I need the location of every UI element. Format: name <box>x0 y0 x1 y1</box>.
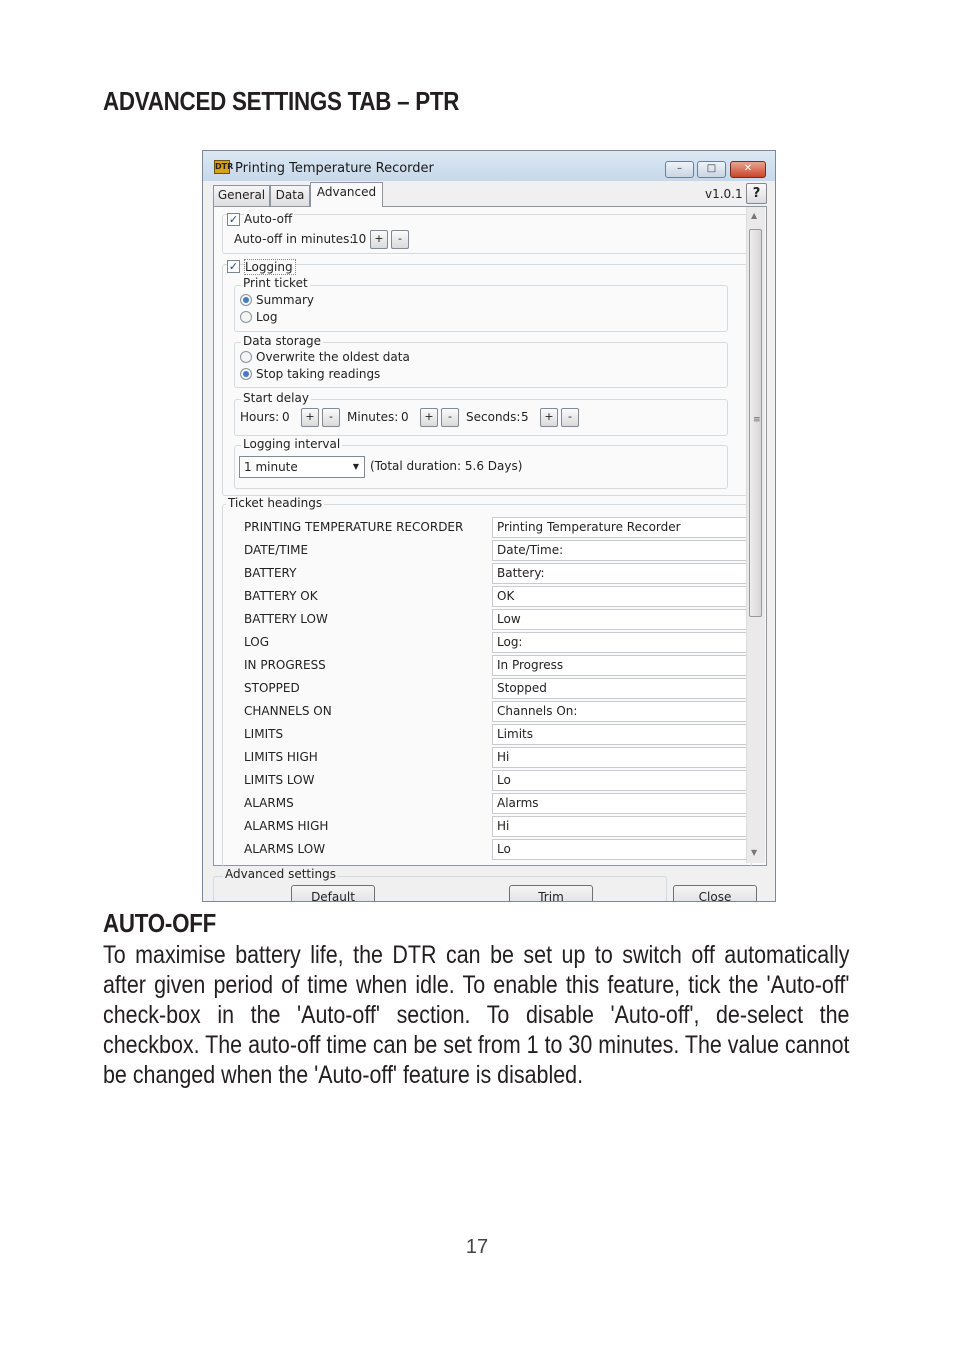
ticket-heading-key: ALARMS HIGH <box>244 819 329 833</box>
ticket-heading-key: BATTERY OK <box>244 589 318 603</box>
ticket-heading-key: LIMITS <box>244 727 284 741</box>
auto-off-minutes-label: Auto-off in minutes: <box>234 232 354 246</box>
logging-interval-select[interactable] <box>239 456 365 478</box>
ticket-heading-key: BATTERY LOW <box>244 612 328 626</box>
auto-off-minutes-value: 10 <box>351 232 367 246</box>
close-window-button[interactable]: ✕ <box>730 161 766 178</box>
data-storage-group <box>234 342 728 388</box>
help-button[interactable]: ? <box>746 183 767 204</box>
ticket-heading-input[interactable]: Lo <box>492 839 750 860</box>
ticket-heading-key: IN PROGRESS <box>244 658 326 672</box>
scroll-down-icon[interactable]: ▼ <box>751 848 758 857</box>
minutes-plus-button[interactable]: + <box>420 408 438 427</box>
logging-interval-value: 1 minute <box>244 460 298 474</box>
radio-overwrite-label: Overwrite the oldest data <box>256 350 410 364</box>
chevron-down-icon: ▼ <box>352 462 359 471</box>
close-button[interactable]: Close <box>673 885 757 902</box>
scroll-up-icon[interactable]: ▲ <box>751 211 758 220</box>
section-heading: AUTO-OFF <box>103 908 217 938</box>
tab-data[interactable]: Data <box>270 185 310 206</box>
total-duration-label: (Total duration: 5.6 Days) <box>370 459 523 473</box>
ticket-heading-input[interactable]: In Progress <box>492 655 750 676</box>
ticket-heading-input[interactable]: Alarms <box>492 793 750 814</box>
ticket-heading-input[interactable]: Battery: <box>492 563 750 584</box>
ticket-heading-key: LIMITS HIGH <box>244 750 318 764</box>
ticket-heading-input[interactable]: Low <box>492 609 750 630</box>
print-ticket-title: Print ticket <box>243 276 308 290</box>
ticket-heading-input[interactable]: Printing Temperature Recorder <box>492 517 750 538</box>
ticket-heading-input[interactable]: Lo <box>492 770 750 791</box>
auto-off-minus-button[interactable]: - <box>391 230 409 249</box>
radio-overwrite[interactable] <box>240 351 252 363</box>
minimize-button[interactable]: – <box>665 161 694 178</box>
title-bar[interactable] <box>203 151 775 181</box>
ticket-heading-input[interactable]: Hi <box>492 816 750 837</box>
seconds-minus-button[interactable]: - <box>561 408 579 427</box>
minutes-value: 0 <box>401 410 409 424</box>
auto-off-checkbox[interactable]: ✓ <box>228 213 239 226</box>
logging-checkbox[interactable]: ✓ <box>228 260 239 273</box>
minutes-label: Minutes: <box>347 410 399 424</box>
ticket-heading-key: DATE/TIME <box>244 543 309 557</box>
radio-log[interactable] <box>240 311 252 323</box>
hours-minus-button[interactable]: - <box>322 408 340 427</box>
maximize-button[interactable]: □ <box>697 161 726 178</box>
radio-log-label: Log <box>256 310 278 324</box>
ticket-heading-key: PRINTING TEMPERATURE RECORDER <box>244 520 464 534</box>
ticket-heading-key: LIMITS LOW <box>244 773 315 787</box>
body-paragraph: To maximise battery life, the DTR can be set up to switch off automatically after given period of time when idle. To enable this feature, tick the 'Auto-off' check-box in the 'Auto-off' section. To disable 'Auto-off', de-select the checkbox. The auto-off time can be set from 1 to 30 minutes. The value cannot be changed when the 'Auto-off' feature is disabled. <box>103 941 850 1089</box>
seconds-value: 5 <box>521 410 529 424</box>
hours-plus-button[interactable]: + <box>301 408 319 427</box>
version-label: v1.0.1 <box>705 187 743 201</box>
app-icon: DTR <box>214 160 230 174</box>
ticket-heading-key: LOG <box>244 635 270 649</box>
ticket-headings-title: Ticket headings <box>228 496 323 510</box>
ticket-heading-key: STOPPED <box>244 681 300 695</box>
vertical-scrollbar[interactable] <box>746 207 765 863</box>
advanced-settings-title: Advanced settings <box>225 867 336 881</box>
tab-advanced[interactable]: Advanced <box>310 182 383 207</box>
default-button[interactable]: Default <box>291 885 375 902</box>
auto-off-label: Auto-off <box>244 212 293 226</box>
page-heading: ADVANCED SETTINGS TAB – PTR <box>103 86 460 116</box>
logging-label: Logging <box>244 259 296 275</box>
hours-value: 0 <box>282 410 290 424</box>
ticket-heading-key: BATTERY <box>244 566 297 580</box>
ticket-heading-key: CHANNELS ON <box>244 704 332 718</box>
ticket-heading-input[interactable]: Hi <box>492 747 750 768</box>
auto-off-plus-button[interactable]: + <box>370 230 388 249</box>
radio-summary[interactable] <box>240 294 252 306</box>
radio-summary-label: Summary <box>256 293 314 307</box>
window-title: Printing Temperature Recorder <box>235 161 434 176</box>
trim-button[interactable]: Trim <box>509 885 593 902</box>
ticket-heading-key: ALARMS <box>244 796 294 810</box>
app-window <box>202 150 776 902</box>
seconds-label: Seconds: <box>466 410 521 424</box>
radio-stop-readings[interactable] <box>240 368 252 380</box>
ticket-heading-input[interactable]: Channels On: <box>492 701 750 722</box>
start-delay-title: Start delay <box>243 391 309 405</box>
ticket-heading-key: ALARMS LOW <box>244 842 326 856</box>
ticket-heading-input[interactable]: Limits <box>492 724 750 745</box>
ticket-heading-input[interactable]: OK <box>492 586 750 607</box>
data-storage-title: Data storage <box>243 334 322 348</box>
logging-interval-title: Logging interval <box>243 437 341 451</box>
ticket-heading-input[interactable]: Stopped <box>492 678 750 699</box>
page-number: 17 <box>465 1236 489 1258</box>
ticket-heading-input[interactable]: Log: <box>492 632 750 653</box>
hours-label: Hours: <box>240 410 280 424</box>
scroll-thumb[interactable] <box>749 229 762 617</box>
tab-general[interactable]: General <box>213 185 270 206</box>
seconds-plus-button[interactable]: + <box>540 408 558 427</box>
radio-stop-readings-label: Stop taking readings <box>256 367 381 381</box>
ticket-heading-input[interactable]: Date/Time: <box>492 540 750 561</box>
advanced-tab-panel <box>213 206 767 866</box>
scroll-grip-icon: ≡ <box>753 415 761 425</box>
minutes-minus-button[interactable]: - <box>441 408 459 427</box>
